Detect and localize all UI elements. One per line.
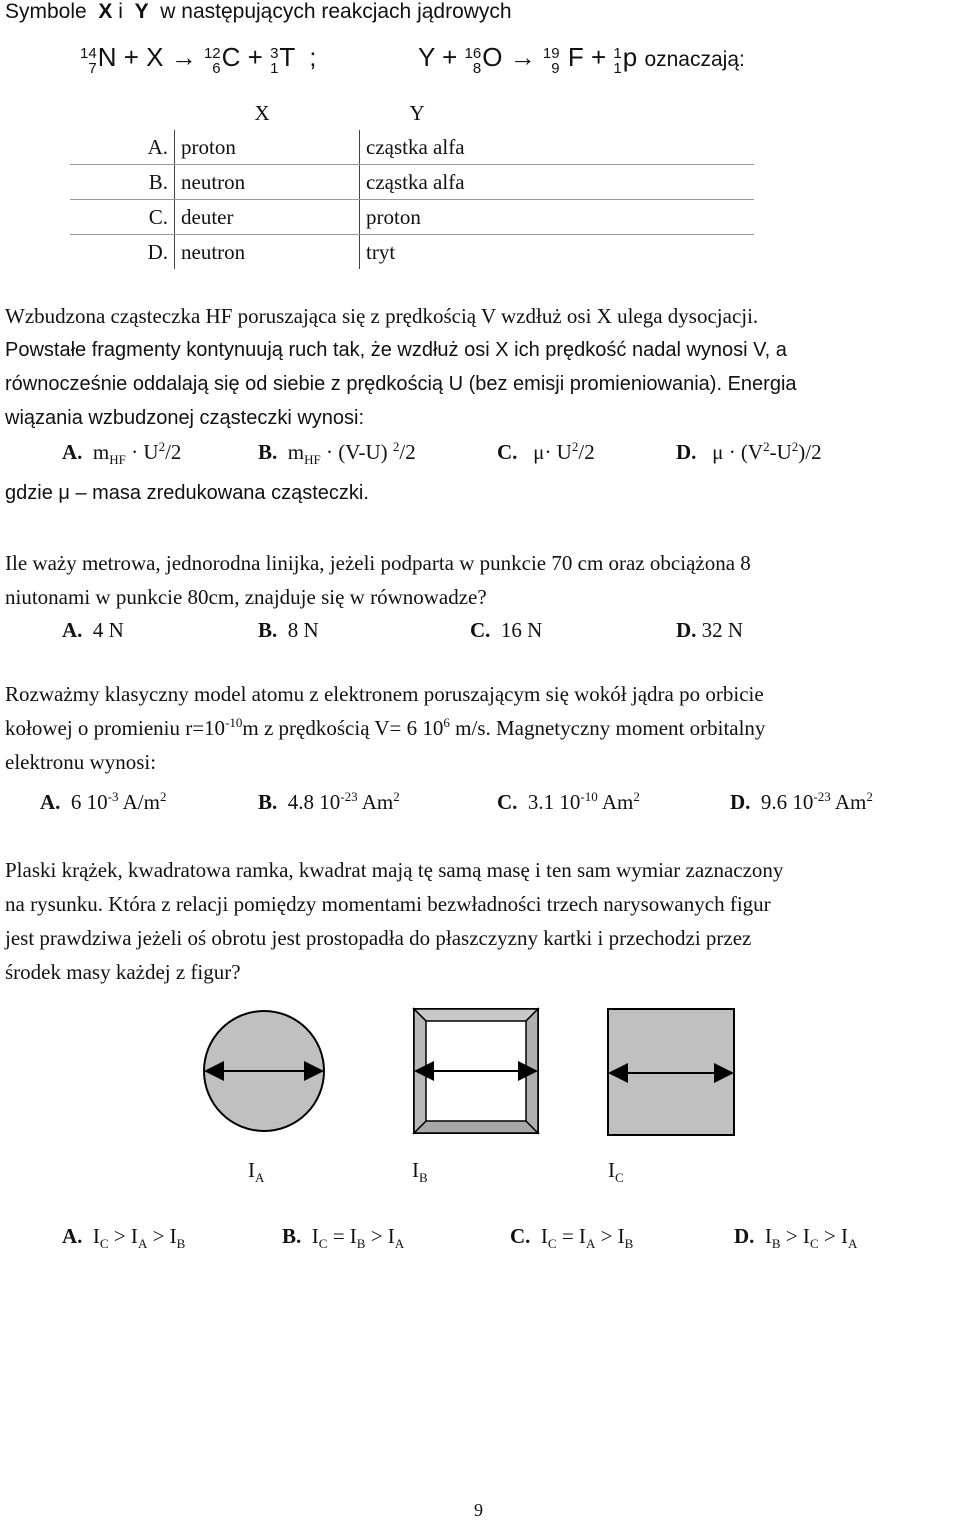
q4-choice-d: D. 9.6 $10^{-23}$ Am$^2$ — [730, 789, 873, 814]
q5-choice-c: C. $I_C = I_A > I_B$ — [510, 1224, 634, 1252]
table-row: D. neutron tryt — [70, 235, 754, 270]
reaction-1: 14 7 N + X → 12 6 C + 3 1 T ; — [80, 42, 317, 78]
q4-choice-a: A. 6 $10^{-3}$ $A/m^2$ — [40, 789, 167, 814]
label-ib: $I_B$ — [412, 1158, 428, 1186]
header-x: X — [254, 100, 270, 125]
q5-choice-d: D. $I_B > I_C > I_A$ — [734, 1224, 858, 1252]
q5-choice-a: A. $I_C > I_A > I_B$ — [62, 1224, 186, 1252]
q3-choice-b: B. 8 N — [258, 618, 319, 642]
square-figure — [608, 1009, 734, 1135]
q3-choice-c: C. 16 N — [470, 618, 543, 642]
q2-choice-c: C. $\mu\cdot U^2/2$ — [497, 439, 595, 464]
q4-line1: Rozważmy klasyczny model atomu z elektronem poruszającym się wokół jądra po orbicie — [5, 682, 764, 706]
q2-choices: A. $m_{HF} \cdot U^2/2$ — [62, 439, 182, 468]
label-ia: $I_A$ — [248, 1158, 265, 1186]
square-frame-figure — [414, 1009, 538, 1133]
table-row: A. proton cząstka alfa — [70, 130, 754, 165]
q4-choice-c: C. 3.1 $10^{-10}$ Am$^2$ — [497, 789, 640, 814]
label-ic: $I_C$ — [608, 1158, 624, 1186]
q5-choice-b: B. $I_C = I_B > I_A$ — [282, 1224, 405, 1252]
q4-line3: elektronu wynosi: — [5, 750, 157, 774]
header-y: Y — [409, 100, 425, 125]
answer-table — [70, 96, 754, 269]
arrow-icon: → — [170, 42, 197, 72]
arrow-icon: → — [509, 42, 536, 72]
q3-text: Ile waży metrowa, jednorodna linijka, jeżeli podparta w punkcie 70 cm oraz obciążona 8 niutonami w punkcie 80cm, znajduje się w równowadze? — [5, 551, 751, 609]
page-number: 9 — [474, 1500, 483, 1520]
reaction-2: Y + 16 8 O → 19 9 F + 1 1 p oznaczają: — [418, 42, 745, 78]
q2-choice-d: D. $\mu \cdot (V^2-U^2)/2$ — [676, 439, 822, 464]
q5-text: Plaski krążek, kwadratowa ramka, kwadrat mają tę samą masę i ten sam wymiar zaznaczony na rysunku. Która z relacji pomiędzy momentami bezwładności trzech narysowanych figur jest prawdziwa jeżeli oś obrotu jest prostopadła do płaszczyzny kartki i przechodzi przez środek masy każdej z figur? — [5, 858, 784, 984]
table-row: B. neutron cząstka alfa — [70, 165, 754, 200]
q1-intro: Symbole X i Y w następujących reakcjach jądrowych — [5, 0, 512, 23]
q2-note: gdzie μ – masa zredukowana cząsteczki. — [5, 482, 369, 504]
q3-choice-a: A. 4 N — [62, 618, 124, 642]
disk-figure — [204, 1011, 324, 1131]
table-row: C. deuter proton — [70, 200, 754, 235]
q4-choice-b: B. 4.8 $10^{-23}$ Am$^2$ — [258, 789, 400, 814]
q3-choice-d: D. 32 N — [676, 618, 744, 642]
q2-text-cont: Powstałe fragmenty kontynuują ruch tak, że wzdłuż osi X ich prędkość nadal wynosi V, a równocześnie oddalają się od siebie z prędkością U (bez emisji promieniowania). Energia wiązania wzbudzonej cząsteczki wynosi: — [5, 339, 797, 429]
q2-choice-b: B. $m_{HF} \cdot (V-U)$ $^2$/2 — [258, 439, 416, 468]
figures — [200, 1005, 760, 1155]
q2-text: Wzbudzona cząsteczka HF poruszająca się z prędkością V wzdłuż osi X ulega dysocjacji. — [5, 304, 759, 328]
q4-line2: kołowej o promieniu $r=10^{-10}m$ z prędkością V= 6 $10^6$ m/s. Magnetyczny moment orbitalny — [5, 715, 766, 740]
